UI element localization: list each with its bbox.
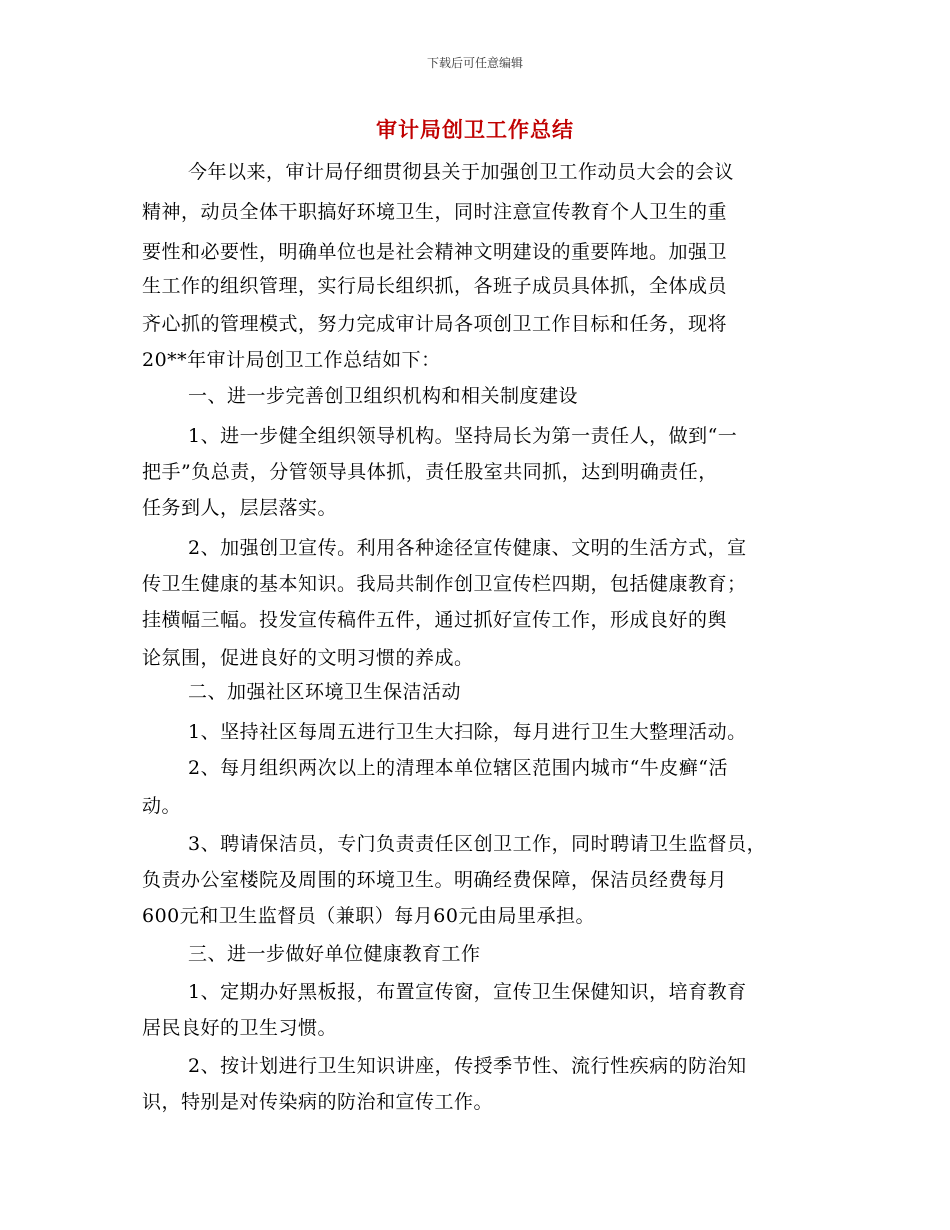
paragraph-line: 20**年审计局创卫工作总结如下： xyxy=(142,349,441,371)
paragraph-line: 2、每月组织两次以上的清理本单位辖区范围内城市“牛皮癣“活 xyxy=(188,757,729,779)
paragraph-line: 论氛围，促进良好的文明习惯的养成。 xyxy=(142,647,474,669)
paragraph-line: 传卫生健康的基本知识。我局共制作创卫宣传栏四期，包括健康教育； xyxy=(142,573,747,595)
section-heading: 二、加强社区环境卫生保洁活动 xyxy=(188,681,462,703)
paragraph-line: 3、聘请保洁员，专门负责责任区创卫工作，同时聘请卫生监督员， xyxy=(188,833,767,855)
paragraph-line: 1、定期办好黑板报，布置宣传窗，宣传卫生保健知识，培育教育 xyxy=(188,981,747,1003)
paragraph-line: 2、加强创卫宣传。利用各种途径宣传健康、文明的生活方式，宣 xyxy=(188,537,747,559)
page-header: 下载后可任意编辑 xyxy=(426,56,523,70)
paragraph-line: 1、进一步健全组织领导机构。坚持局长为第一责任人，做到“一 xyxy=(188,425,738,447)
section-heading: 一、进一步完善创卫组织机构和相关制度建设 xyxy=(188,385,579,407)
paragraph-line: 齐心抓的管理模式，努力完成审计局各项创卫工作目标和任务，现将 xyxy=(142,313,728,335)
paragraph-line: 1、坚持社区每周五进行卫生大扫除，每月进行卫生大整理活动。 xyxy=(188,721,747,743)
paragraph-line: 负责办公室楼院及周围的环境卫生。明确经费保障，保洁员经费每月 xyxy=(142,869,728,891)
paragraph-line: 要性和必要性，明确单位也是社会精神文明建设的重要阵地。加强卫 xyxy=(142,241,728,263)
paragraph-line: 把手”负总责，分管领导具体抓，责任股室共同抓，达到明确责任， xyxy=(142,461,718,483)
paragraph-line: 挂横幅三幅。投发宣传稿件五件，通过抓好宣传工作，形成良好的舆 xyxy=(142,609,728,631)
paragraph-line: 任务到人，层层落实。 xyxy=(142,497,338,519)
paragraph-line: 2、按计划进行卫生知识讲座，传授季节性、流行性疾病的防治知 xyxy=(188,1055,747,1077)
paragraph-line: 生工作的组织管理，实行局长组织抓，各班子成员具体抓，全体成员 xyxy=(142,275,728,297)
paragraph-line: 今年以来，审计局仔细贯彻县关于加强创卫工作动员大会的会议 xyxy=(188,161,735,183)
section-heading: 三、进一步做好单位健康教育工作 xyxy=(188,943,481,965)
paragraph-line: 精神，动员全体干职搞好环境卫生，同时注意宣传教育个人卫生的重 xyxy=(142,201,728,223)
paragraph-line: 动。 xyxy=(142,795,182,817)
paragraph-line: 600元和卫生监督员（兼职）每月60元由局里承担。 xyxy=(142,905,595,927)
paragraph-line: 居民良好的卫生习惯。 xyxy=(142,1017,338,1039)
paragraph-line: 识，特别是对传染病的防治和宣传工作。 xyxy=(142,1091,494,1113)
document-title: 审计局创卫工作总结 xyxy=(376,117,574,142)
